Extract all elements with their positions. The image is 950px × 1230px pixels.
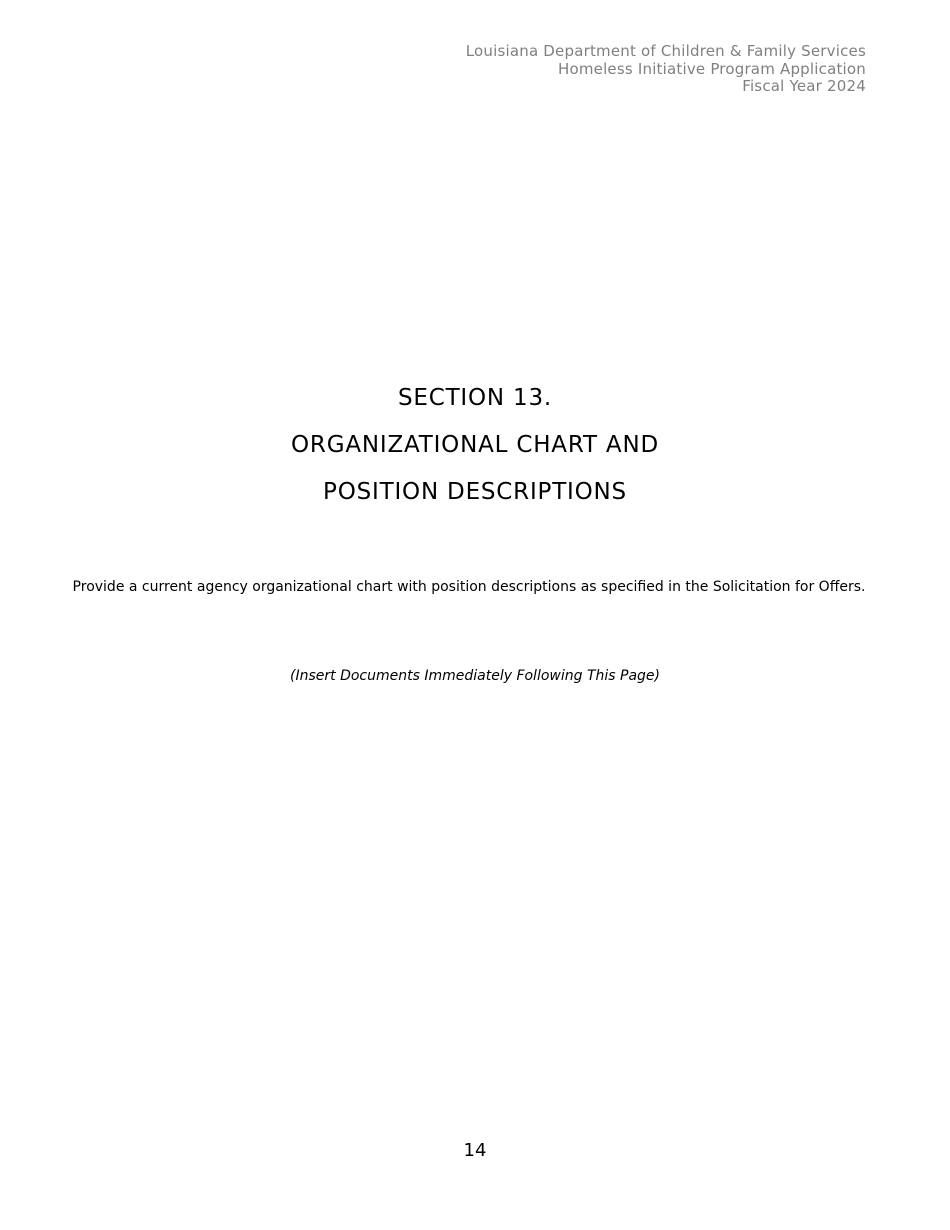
header-program: Homeless Initiative Program Application: [557, 59, 866, 78]
section-heading-line-1: ORGANIZATIONAL CHART AND: [291, 432, 659, 458]
page-header: [466, 43, 866, 96]
instruction-text: Provide a current agency organizational chart with position descriptions as specified in the Solicitation for Offers.: [72, 579, 866, 595]
section-title: [0, 380, 950, 521]
header-agency: Louisiana Department of Children & Family Services: [465, 42, 866, 60]
header-fiscal-year: Fiscal Year 2024: [742, 77, 866, 95]
section-heading-line-2: POSITION DESCRIPTIONS: [323, 479, 627, 505]
page-number: 14: [463, 1140, 487, 1161]
section-number: SECTION 13.: [397, 385, 553, 411]
insert-note: (Insert Documents Immediately Following This Page): [290, 668, 660, 684]
